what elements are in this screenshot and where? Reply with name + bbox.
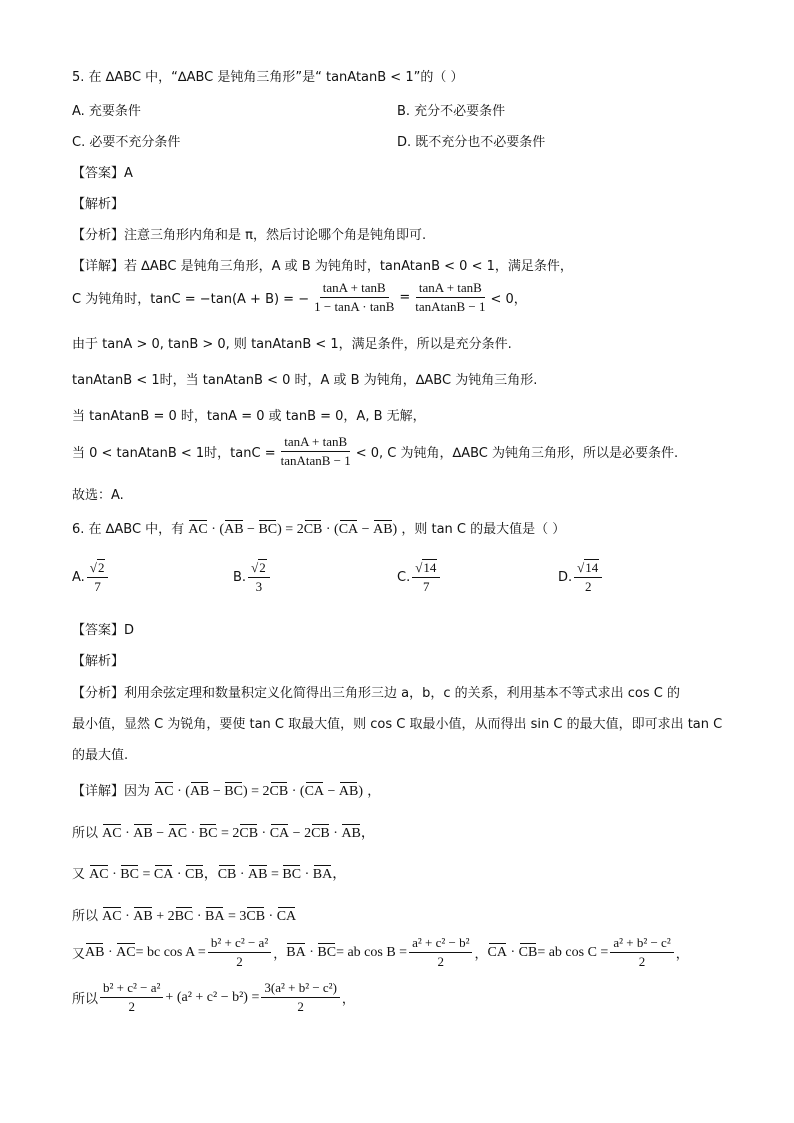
q6-detail-1-equation: AC · (AB − BC) = 2CB · (CA − AB) (154, 784, 364, 799)
q6-detail-4-equation: AC · AB + 2BC · BA = 3CB · CA (102, 909, 297, 924)
q6-analysis-2: 最小值，显然 C 为锐角，要使 tan C 取最大值，则 cos C 取最小值，从而得出 sin C 的最大值，即可求出 tan C (72, 717, 723, 732)
q6-answer: 【答案】D (72, 623, 135, 638)
q6-detail-6-mid: + (a² + c² − b²) = (165, 989, 260, 1005)
frac-1 (100, 980, 163, 1015)
frac-den: tanAtanB − 1 (280, 453, 351, 468)
sqrt: √2 (248, 560, 270, 578)
frac-b (409, 935, 472, 970)
radicand: 2 (259, 560, 266, 575)
dot-ca-cb: CA · CB (487, 944, 538, 960)
q6-stem-pre: 6. 在 ∆ABC 中，有 (72, 522, 185, 537)
q5-option-a: A. 充要条件 (72, 104, 141, 119)
frac-num: a² + c² − b² (409, 935, 472, 953)
q6-analysis-3: 的最大值. (72, 748, 129, 763)
equals-sign: = (399, 290, 411, 305)
frac-den: 2 (437, 954, 445, 969)
option-label: B. (233, 570, 247, 585)
frac-den: 7 (423, 579, 430, 594)
radicand: 14 (423, 560, 437, 575)
q6-detail-5 (72, 935, 689, 970)
q6-option-b (233, 560, 272, 595)
q6-detail-2 (72, 822, 375, 842)
q6-stem-post: ，则 tan C 的最大值是（ ） (401, 522, 566, 537)
option-label: C. (397, 570, 411, 585)
dot-ab-ac: AB · AC (85, 944, 136, 960)
q6-detail-3-pre: 又 (72, 867, 86, 882)
q5-option-c: C. 必要不充分条件 (72, 135, 181, 150)
sqrt: √14 (412, 560, 440, 578)
q5-detail-6-frac (278, 434, 354, 469)
q5-conclusion: 故选：A. (72, 488, 124, 503)
q5-detail-3: 由于 tanA > 0, tanB > 0, 则 tanAtanB < 1，满足条件，所以是充分条件. (72, 337, 512, 352)
q5-detail-2-pre: C 为钝角时，tanC = −tan(A + B) = − (72, 292, 310, 307)
q5-detail-5: 当 tanAtanB = 0 时，tanA = 0 或 tanB = 0，A, B 无解， (72, 409, 426, 424)
q6-detail-3-equation: AC · BC = CA · CB，CB · AB = BC · BA， (89, 867, 347, 882)
q6-detail-6-pre: 所以 (72, 992, 99, 1007)
q5-detail-2-frac-2 (412, 280, 488, 315)
q6-detail-2-pre: 所以 (72, 826, 99, 841)
frac-den: 2 (236, 954, 243, 969)
frac-den: 3 (255, 579, 263, 594)
option-value (87, 560, 109, 595)
q5-analysis-head: 【解析】 (72, 197, 125, 212)
frac-num: tanA + tanB (416, 280, 485, 298)
frac-num: 3(a² + b² − c²) (261, 980, 340, 998)
q5-option-b: B. 充分不必要条件 (397, 104, 506, 119)
frac-num: b² + c² − a² (100, 980, 163, 998)
frac-num: tanA + tanB (320, 280, 389, 298)
radicand: 2 (97, 560, 105, 575)
q6-analysis-1: 【分析】利用余弦定理和数量积定义化简得出三角形三边 a，b，c 的关系，利用基本不等式求出 cos C 的 (72, 686, 680, 701)
q5-answer: 【答案】A (72, 166, 133, 181)
q6-analysis-head: 【解析】 (72, 654, 125, 669)
q5-option-d: D. 既不充分也不必要条件 (397, 135, 546, 150)
q5-detail-2 (72, 280, 527, 315)
q6-detail-4-pre: 所以 (72, 909, 99, 924)
option-label: D. (558, 570, 573, 585)
frac-den: 2 (584, 579, 592, 594)
option-value (412, 560, 440, 595)
q5-analysis: 【分析】注意三角形内角和是 π，然后讨论哪个角是钝角即可. (72, 228, 427, 243)
q6-detail-5-c: = ab cos C = (537, 944, 609, 960)
q6-stem-equation: AC · (AB − BC) = 2CB · (CA − AB) (188, 522, 398, 537)
q6-detail-3 (72, 863, 346, 883)
q6-option-c (397, 560, 442, 595)
q5-detail-2-post: < 0， (490, 292, 527, 307)
q6-detail-6 (72, 980, 355, 1015)
option-label: A. (72, 570, 85, 585)
comma: ， (675, 947, 689, 962)
q6-detail-1 (72, 780, 380, 800)
q5-detail-6-post: < 0, C 为钝角，∆ABC 为钝角三角形，所以是必要条件. (355, 446, 679, 461)
radicand: 14 (585, 560, 599, 575)
frac-num: a² + b² − c² (610, 935, 673, 953)
frac-num: b² + c² − a² (208, 935, 271, 953)
q5-detail-6-pre: 当 0 < tanAtanB < 1时，tanC = (72, 446, 276, 461)
q6-stem (72, 518, 565, 538)
option-value (248, 560, 270, 595)
sqrt: √2 (87, 560, 109, 578)
q5-stem: 5. 在 ∆ABC 中，“∆ABC 是钝角三角形”是“ tanAtanB < 1”的（ ） (72, 70, 464, 85)
frac-den: 7 (94, 579, 101, 594)
frac-den: 2 (638, 954, 646, 969)
frac-a (208, 935, 271, 970)
q6-detail-4 (72, 905, 296, 925)
frac-den: 2 (128, 999, 135, 1014)
q6-detail-6-post: ， (341, 992, 355, 1007)
sqrt: √14 (574, 560, 602, 578)
frac-c (610, 935, 673, 970)
q5-detail-2-frac-1 (311, 280, 397, 315)
frac-den: 2 (297, 999, 304, 1014)
dot-ba-bc: BA · BC (286, 944, 337, 960)
q6-detail-5-pre: 又 (72, 947, 86, 962)
q6-option-a (72, 560, 110, 595)
q5-detail-1: 【详解】若 ∆ABC 是钝角三角形，A 或 B 为钝角时，tanAtanB < 0 < 1，满足条件， (72, 259, 573, 274)
q5-detail-4: tanAtanB < 1时，当 tanAtanB < 0 时，A 或 B 为钝角，∆ABC 为钝角三角形. (72, 373, 538, 388)
option-value (574, 560, 602, 595)
q5-detail-6 (72, 434, 678, 469)
q6-detail-5-a: = bc cos A = (135, 944, 206, 960)
q6-detail-1-pre: 【详解】因为 (72, 784, 151, 799)
q6-option-d (558, 560, 604, 595)
frac-2 (261, 980, 340, 1015)
frac-num: tanA + tanB (281, 434, 350, 452)
frac-den: 1 − tanA · tanB (314, 299, 395, 314)
q6-detail-5-b: = ab cos B = (336, 944, 408, 960)
q6-detail-1-post: ， (367, 784, 381, 799)
comma: ， (474, 947, 488, 962)
q6-detail-2-equation: AC · AB − AC · BC = 2CB · CA − 2CB · AB， (102, 826, 375, 841)
comma: ， (273, 947, 287, 962)
frac-den: tanAtanB − 1 (415, 299, 486, 314)
